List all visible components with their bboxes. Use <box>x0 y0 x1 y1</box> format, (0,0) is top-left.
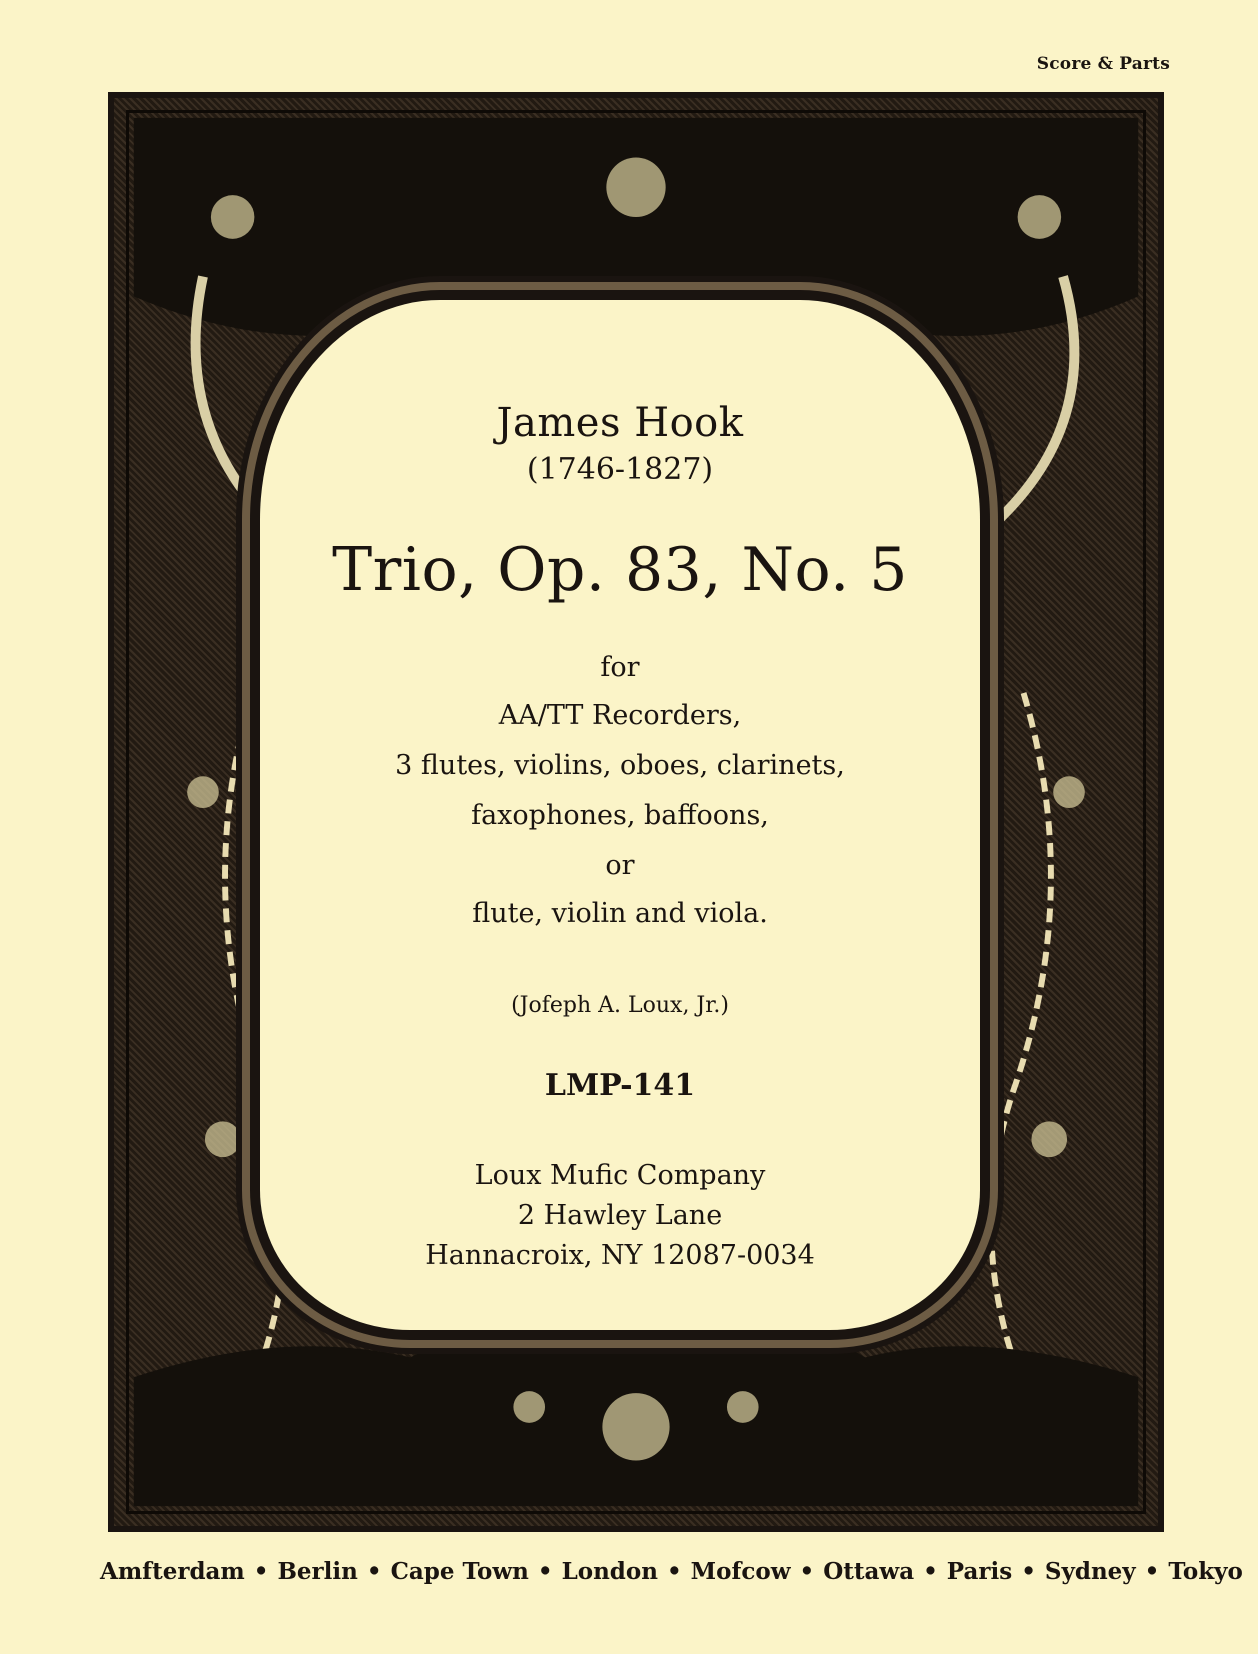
instrumentation-line: or <box>605 850 635 881</box>
city-separator: • <box>537 1558 553 1585</box>
instrumentation-line: faxophones, baffoons, <box>471 800 769 831</box>
catalog-number: LMP-141 <box>544 1068 696 1103</box>
city-name: Ottawa <box>823 1558 915 1585</box>
publisher-city: Hannacroix, NY 12087-0034 <box>425 1240 815 1271</box>
city-separator: • <box>1021 1558 1036 1585</box>
publisher-name: Loux Mufic Company <box>474 1160 766 1191</box>
composer-name: James Hook <box>496 400 744 446</box>
city-separator: • <box>253 1558 269 1585</box>
city-separator: • <box>923 1558 938 1585</box>
city-name: Cape Town <box>390 1558 529 1585</box>
city-name: Mofcow <box>690 1558 791 1585</box>
city-separator: • <box>1144 1558 1160 1585</box>
composer-dates: (1746-1827) <box>526 452 714 487</box>
city-separator: • <box>799 1558 815 1585</box>
for-label: for <box>600 652 640 683</box>
city-separator: • <box>366 1558 382 1585</box>
city-list <box>100 1558 1243 1585</box>
city-name: London <box>561 1558 658 1585</box>
score-and-parts-label: Score & Parts <box>1036 54 1170 74</box>
city-name: Paris <box>946 1558 1013 1585</box>
publisher-street: 2 Hawley Lane <box>517 1200 723 1231</box>
work-title: Trio, Op. 83, No. 5 <box>332 535 908 605</box>
city-name: Sydney <box>1044 1558 1136 1585</box>
instrumentation-line: AA/TT Recorders, <box>498 700 742 731</box>
instrumentation-line: flute, violin and viola. <box>472 898 768 929</box>
city-name: Berlin <box>277 1558 358 1585</box>
right-garland <box>991 693 1051 1387</box>
instrumentation-line: 3 flutes, violins, oboes, clarinets, <box>395 750 845 781</box>
editor-credit: (Jofeph A. Loux, Jr.) <box>511 993 729 1018</box>
city-name: Tokyo <box>1168 1558 1243 1585</box>
city-separator: • <box>666 1558 682 1585</box>
city-name: Amfterdam <box>100 1558 245 1585</box>
